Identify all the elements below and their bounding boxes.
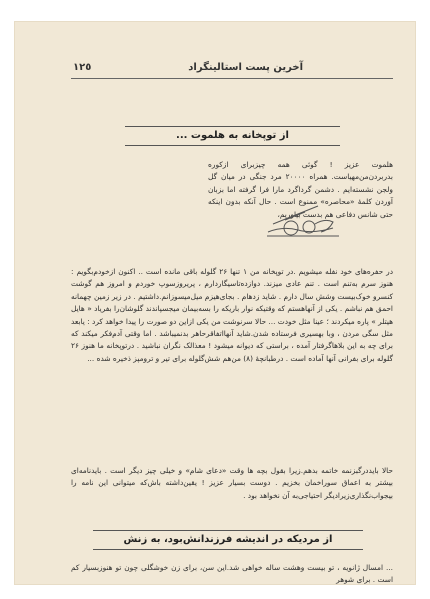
section-title-1: از توپخانه به هلموت ... xyxy=(125,126,340,146)
page-number: ١٢٥ xyxy=(73,62,92,73)
book-title: آخرین پست استالینگراد xyxy=(188,62,303,73)
letter-paragraph-1: هلموت عزیز ! گوئی همه چیزبرای ازکوره بدربردن‌من‌مهیاست. همراه ۲۰۰۰۰ مرد جنگی در میان گل ولجن نشسته‌ایم . دشمن گرداگرد مارا فرا گرفته اما بزبان آوردن کلمهٔ «محاصره» ممنوع است . حال آنکه بدون اینکه حتی شانس دفاعی هم بدست بیاوریم، xyxy=(208,160,393,219)
running-header xyxy=(73,62,393,76)
artillery-illustration xyxy=(263,194,343,244)
section-title-2: از مردیکه در اندیشه فرزندانش‌بود، به زنش xyxy=(93,530,363,550)
letter-paragraph-3: حالا بایددرگبزنمه خاتمه بدهم.زیرا بقول بچه ها وقت «دعای شام» و خیلی چیز دیگر است . بایدنامه‌ای بیشتر به اعماق سوراخمان بخزیم . دوست بسیار عزیز ! یقین‌داشته باش‌که میتوانی این نامه را بیجواب‌نگذاری‌زیرادیگر احتیاجی‌به آن نخواهد بود . xyxy=(71,466,393,500)
book-page xyxy=(15,22,415,584)
letter-paragraph-4: ... امسال ژانویه ، تو بیست وهشت ساله خواهی شد.این سن، برای زن خوشگلی چون تو هنوزبسیار کم است . برای شوهر xyxy=(71,563,393,584)
header-rule xyxy=(71,78,393,79)
letter-paragraph-2: در حفره‌های خود نفله میشویم .در توپخانه من ۱ تنها ۲۶ گلوله باقی مانده است .. اکنون ازخودم‌بگویم : هنوز سرم به‌تنم است . تنم عادی میزند. دوازده‌تاسیگاردارم ، پریروزسوپ خوردم و امروز هم گوشت کنسرو خوک‌بیست وشش سال دارم . شاید زدهام . بجای‌هیزم میل‌میسوزانم.داشتیم . در زیر زمین چهمانه احمق هم نباشم . یکی از آنهاهستم که وقتیکه نوار باریکه را بسه‌بیمان میجسپاندند گلوشان‌را بفریاد « هایل هیتلر » پاره میکردند ؛ عینا مثل خودت ... حالا سرنوشت من یکی ازاین دو صورت را پیدا خواهد کرد : یابعد مثل سگی مردن ، وبا بهسیری فرستاده شدن.شاید آنهااتفاقرحاهر بدنمیباشد . اما وقتی آدم‌فکر میکند که برای چه به این بلاهاگرفتار آمده ، براستی که دیوانه میشود ! معذالک نگران نباشید . درتوپخانه ما هنوز ۲۶ گلوله برای بفرانی آنها آماده است . درطبانچهٔ (۸) من‌هم شش‌گلوله برای تیر و ترومپز ذخیره شده ... xyxy=(71,267,393,363)
